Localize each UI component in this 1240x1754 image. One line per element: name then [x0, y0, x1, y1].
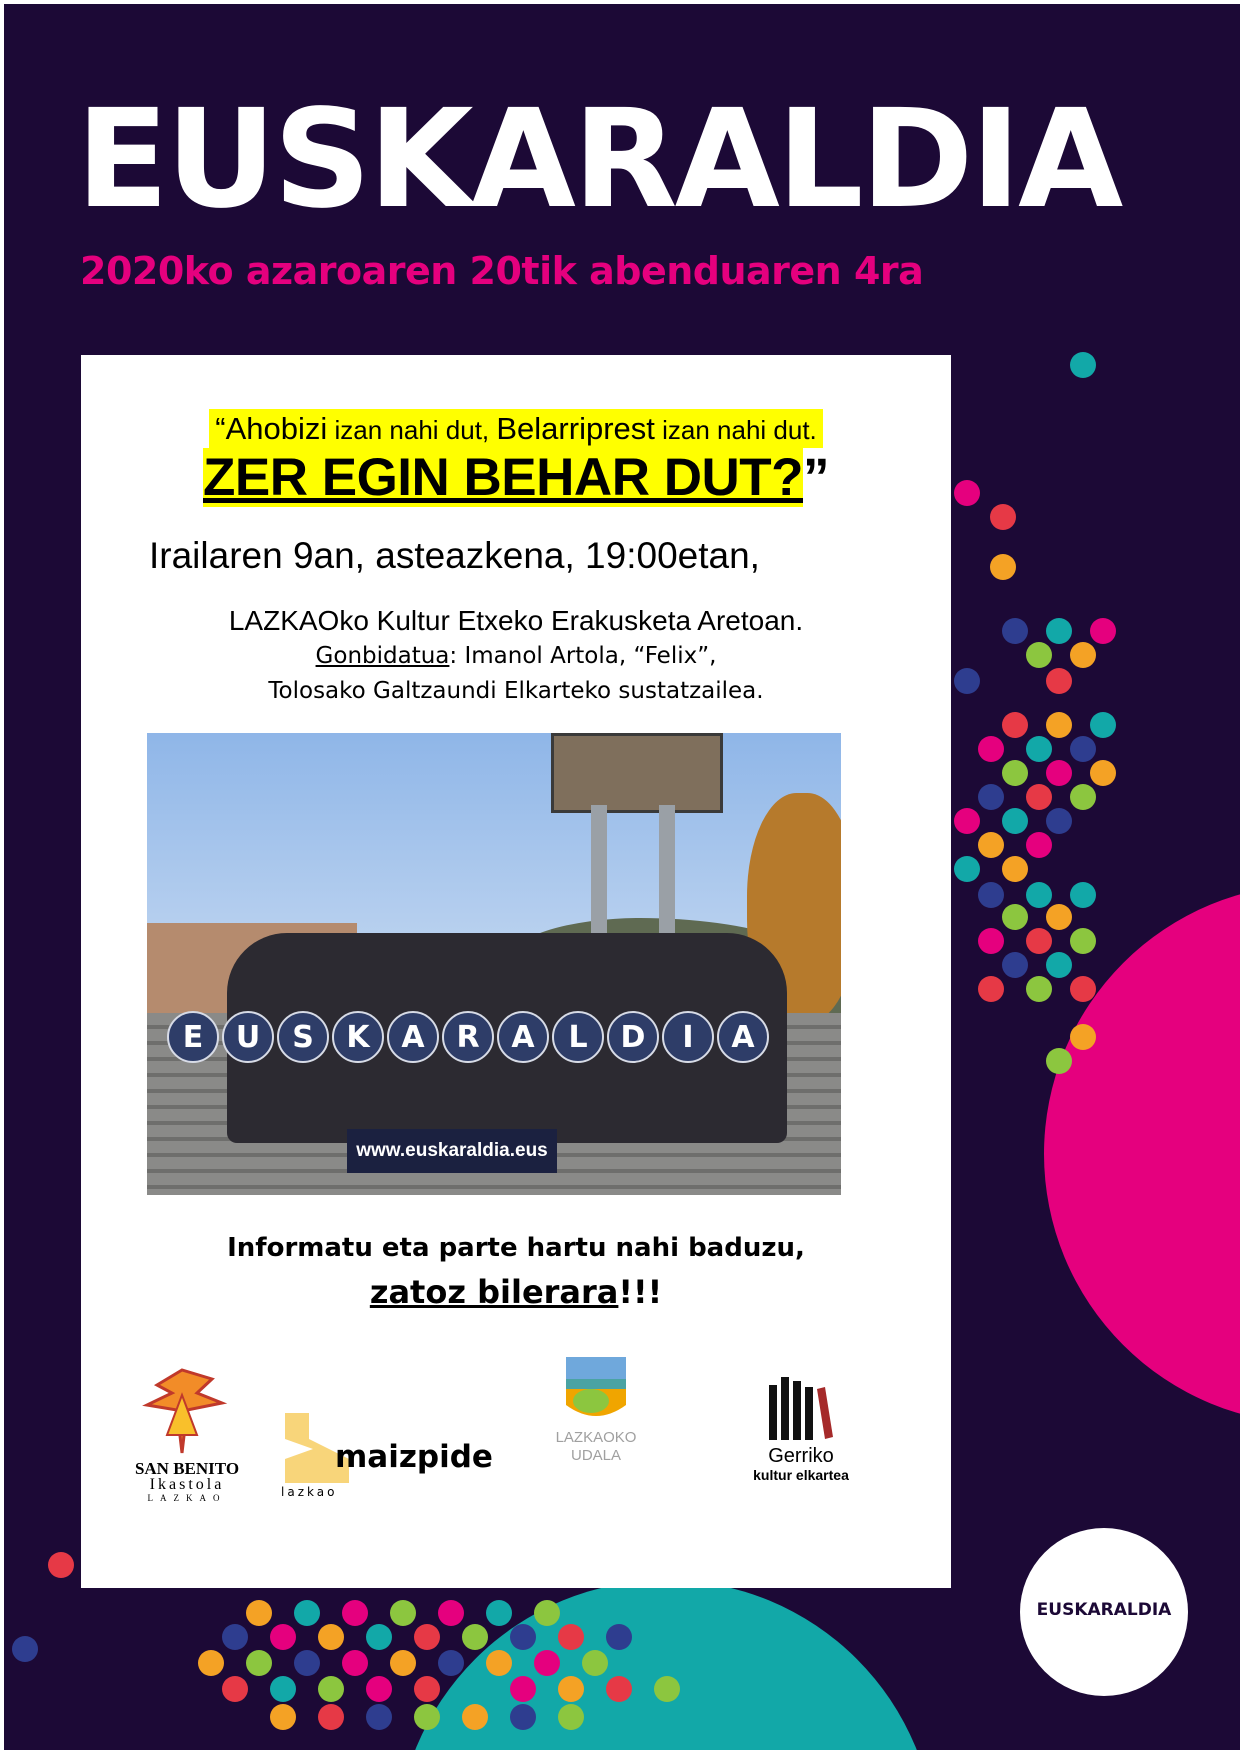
dot-decoration — [606, 1624, 632, 1650]
quote-open: “ — [215, 411, 226, 446]
letter-disc: L — [552, 1011, 604, 1063]
dot-decoration — [270, 1704, 296, 1730]
dot-decoration — [1026, 928, 1052, 954]
dot-decoration — [222, 1624, 248, 1650]
dot-decoration — [1090, 618, 1116, 644]
photo-letter-row — [167, 1011, 772, 1063]
dot-decoration — [1046, 808, 1072, 834]
dot-decoration — [654, 1676, 680, 1702]
san-benito-emblem-icon — [127, 1365, 237, 1455]
dot-decoration — [1002, 952, 1028, 978]
dot-decoration — [1070, 352, 1096, 378]
letter-disc: U — [222, 1011, 274, 1063]
dot-decoration — [342, 1650, 368, 1676]
dot-decoration — [1002, 856, 1028, 882]
dot-decoration — [510, 1676, 536, 1702]
guest-role: Tolosako Galtzaundi Elkarteko sustatzailea. — [268, 678, 764, 704]
dot-decoration — [1002, 712, 1028, 738]
san-benito-ikastola: Ikastola — [149, 1476, 225, 1493]
udala-line2: UDALA — [570, 1447, 622, 1464]
dot-decoration — [462, 1676, 488, 1702]
dot-decoration — [342, 1600, 368, 1626]
dot-decoration — [510, 1704, 536, 1730]
euskaraldia-corner-logo — [1020, 1528, 1188, 1696]
dot-decoration — [1070, 784, 1096, 810]
dot-decoration — [366, 1676, 392, 1702]
dot-decoration — [294, 1600, 320, 1626]
dot-decoration — [366, 1624, 392, 1650]
quote-mid-2: izan nahi dut. — [654, 415, 817, 445]
question-line — [81, 447, 951, 508]
maizpide-name: maizpide — [335, 1439, 493, 1475]
dot-decoration — [1070, 928, 1096, 954]
dot-decoration — [1026, 642, 1052, 668]
dot-decoration — [990, 554, 1016, 580]
dot-decoration — [954, 856, 980, 882]
invite-line: Informatu eta parte hartu nahi baduzu, — [227, 1233, 805, 1263]
dot-decoration — [246, 1650, 272, 1676]
dot-decoration — [1046, 618, 1072, 644]
dot-decoration — [1070, 882, 1096, 908]
invite-cta-text: zatoz bilerara — [369, 1273, 619, 1311]
dot-decoration — [1026, 736, 1052, 762]
dot-decoration — [48, 1552, 74, 1578]
invite-cta-suffix: !!! — [618, 1273, 663, 1311]
website-banner: www.euskaraldia.eus — [347, 1129, 557, 1173]
poster — [4, 4, 1240, 1750]
udala-shield-icon — [561, 1355, 631, 1425]
maizpide-logo — [279, 1409, 493, 1499]
dot-decoration — [954, 480, 980, 506]
letter-disc: I — [662, 1011, 714, 1063]
dot-decoration — [486, 1600, 512, 1626]
dot-decoration — [534, 1600, 560, 1626]
letter-disc: D — [607, 1011, 659, 1063]
dot-decoration — [222, 1676, 248, 1702]
dot-decoration — [1026, 784, 1052, 810]
dot-decoration — [318, 1704, 344, 1730]
belarriprest-word: Belarriprest — [496, 411, 655, 446]
letter-disc: A — [497, 1011, 549, 1063]
quote-highlight — [209, 409, 823, 448]
group-photo — [147, 733, 841, 1195]
question-text: ZER EGIN BEHAR DUT? — [203, 448, 803, 507]
lazkaoko-udala-logo — [541, 1355, 651, 1475]
letter-disc: A — [717, 1011, 769, 1063]
dot-decoration — [510, 1624, 536, 1650]
dot-decoration — [978, 882, 1004, 908]
dot-decoration — [606, 1704, 632, 1730]
dot-decoration — [462, 1704, 488, 1730]
poster-title: EUSKARALDIA — [76, 81, 1121, 239]
dot-decoration — [1070, 642, 1096, 668]
guest-line — [81, 643, 951, 669]
letter-disc: K — [332, 1011, 384, 1063]
dot-decoration — [1090, 760, 1116, 786]
poster-dates: 2020ko azaroaren 20tik abenduaren 4ra — [80, 249, 924, 293]
dot-decoration — [318, 1624, 344, 1650]
quote-close: ” — [803, 448, 829, 507]
dot-decoration — [318, 1676, 344, 1702]
photo-billboard — [551, 733, 723, 813]
dot-decoration — [1026, 976, 1052, 1002]
dot-decoration — [270, 1676, 296, 1702]
dot-decoration — [1070, 1024, 1096, 1050]
letter-disc: S — [277, 1011, 329, 1063]
san-benito-name: SAN BENITO — [134, 1459, 240, 1478]
dot-decoration — [1090, 712, 1116, 738]
gerriko-subtitle: kultur elkartea — [753, 1467, 849, 1483]
event-venue: LAZKAOko Kultur Etxeko Erakusketa Aretoan. — [228, 605, 804, 636]
dot-decoration — [1070, 976, 1096, 1002]
dot-decoration — [462, 1624, 488, 1650]
dot-decoration — [978, 928, 1004, 954]
dot-decoration — [1046, 760, 1072, 786]
dot-decoration — [198, 1650, 224, 1676]
dot-decoration — [558, 1676, 584, 1702]
dot-decoration — [1046, 668, 1072, 694]
dot-decoration — [1026, 882, 1052, 908]
letter-disc: A — [387, 1011, 439, 1063]
dot-decoration — [438, 1650, 464, 1676]
dot-decoration — [438, 1600, 464, 1626]
dot-decoration — [390, 1600, 416, 1626]
dot-decoration — [414, 1676, 440, 1702]
info-card — [81, 355, 951, 1588]
guest-value: : Imanol Artola, “Felix”, — [449, 643, 717, 669]
dot-decoration — [1026, 832, 1052, 858]
dot-decoration — [390, 1650, 416, 1676]
gerriko-logo — [741, 1375, 861, 1485]
udala-line1: LAZKAOKO — [555, 1429, 637, 1446]
san-benito-town: LAZKAO — [147, 1493, 227, 1503]
dot-decoration — [1046, 952, 1072, 978]
dot-decoration — [366, 1704, 392, 1730]
gerriko-name: Gerriko — [768, 1445, 834, 1467]
quote-mid-1: izan nahi dut, — [327, 415, 497, 445]
letter-disc: E — [167, 1011, 219, 1063]
dot-decoration — [582, 1650, 608, 1676]
dot-decoration — [1002, 760, 1028, 786]
dot-decoration — [414, 1704, 440, 1730]
dot-decoration — [1046, 1048, 1072, 1074]
pink-circle-decoration — [1044, 884, 1240, 1424]
dot-decoration — [558, 1624, 584, 1650]
dot-decoration — [246, 1600, 272, 1626]
guest-label: Gonbidatua — [315, 643, 450, 669]
dot-decoration — [534, 1650, 560, 1676]
dot-decoration — [1002, 618, 1028, 644]
maizpide-town: lazkao — [281, 1485, 338, 1499]
dot-decoration — [978, 784, 1004, 810]
invite-cta — [81, 1273, 951, 1311]
dot-decoration — [486, 1650, 512, 1676]
dot-decoration — [978, 736, 1004, 762]
dot-decoration — [414, 1624, 440, 1650]
dot-decoration — [1046, 712, 1072, 738]
dot-decoration — [1046, 904, 1072, 930]
letter-disc: R — [442, 1011, 494, 1063]
dot-decoration — [558, 1704, 584, 1730]
corner-logo-text: EUSKARALDIA — [1036, 1600, 1172, 1620]
dot-decoration — [990, 504, 1016, 530]
dot-decoration — [1002, 904, 1028, 930]
dot-decoration — [954, 808, 980, 834]
dot-decoration — [1002, 808, 1028, 834]
san-benito-logo — [127, 1365, 247, 1503]
dot-decoration — [12, 1636, 38, 1662]
dot-decoration — [954, 668, 980, 694]
dot-decoration — [978, 832, 1004, 858]
dot-decoration — [978, 976, 1004, 1002]
quote-line — [81, 411, 951, 447]
dot-decoration — [606, 1676, 632, 1702]
ahobizi-word: Ahobizi — [225, 411, 328, 446]
dot-decoration — [1070, 736, 1096, 762]
event-datetime: Irailaren 9an, asteazkena, 19:00etan, — [149, 535, 760, 576]
gerriko-books-icon — [761, 1375, 841, 1445]
dot-decoration — [294, 1650, 320, 1676]
dot-decoration — [270, 1624, 296, 1650]
